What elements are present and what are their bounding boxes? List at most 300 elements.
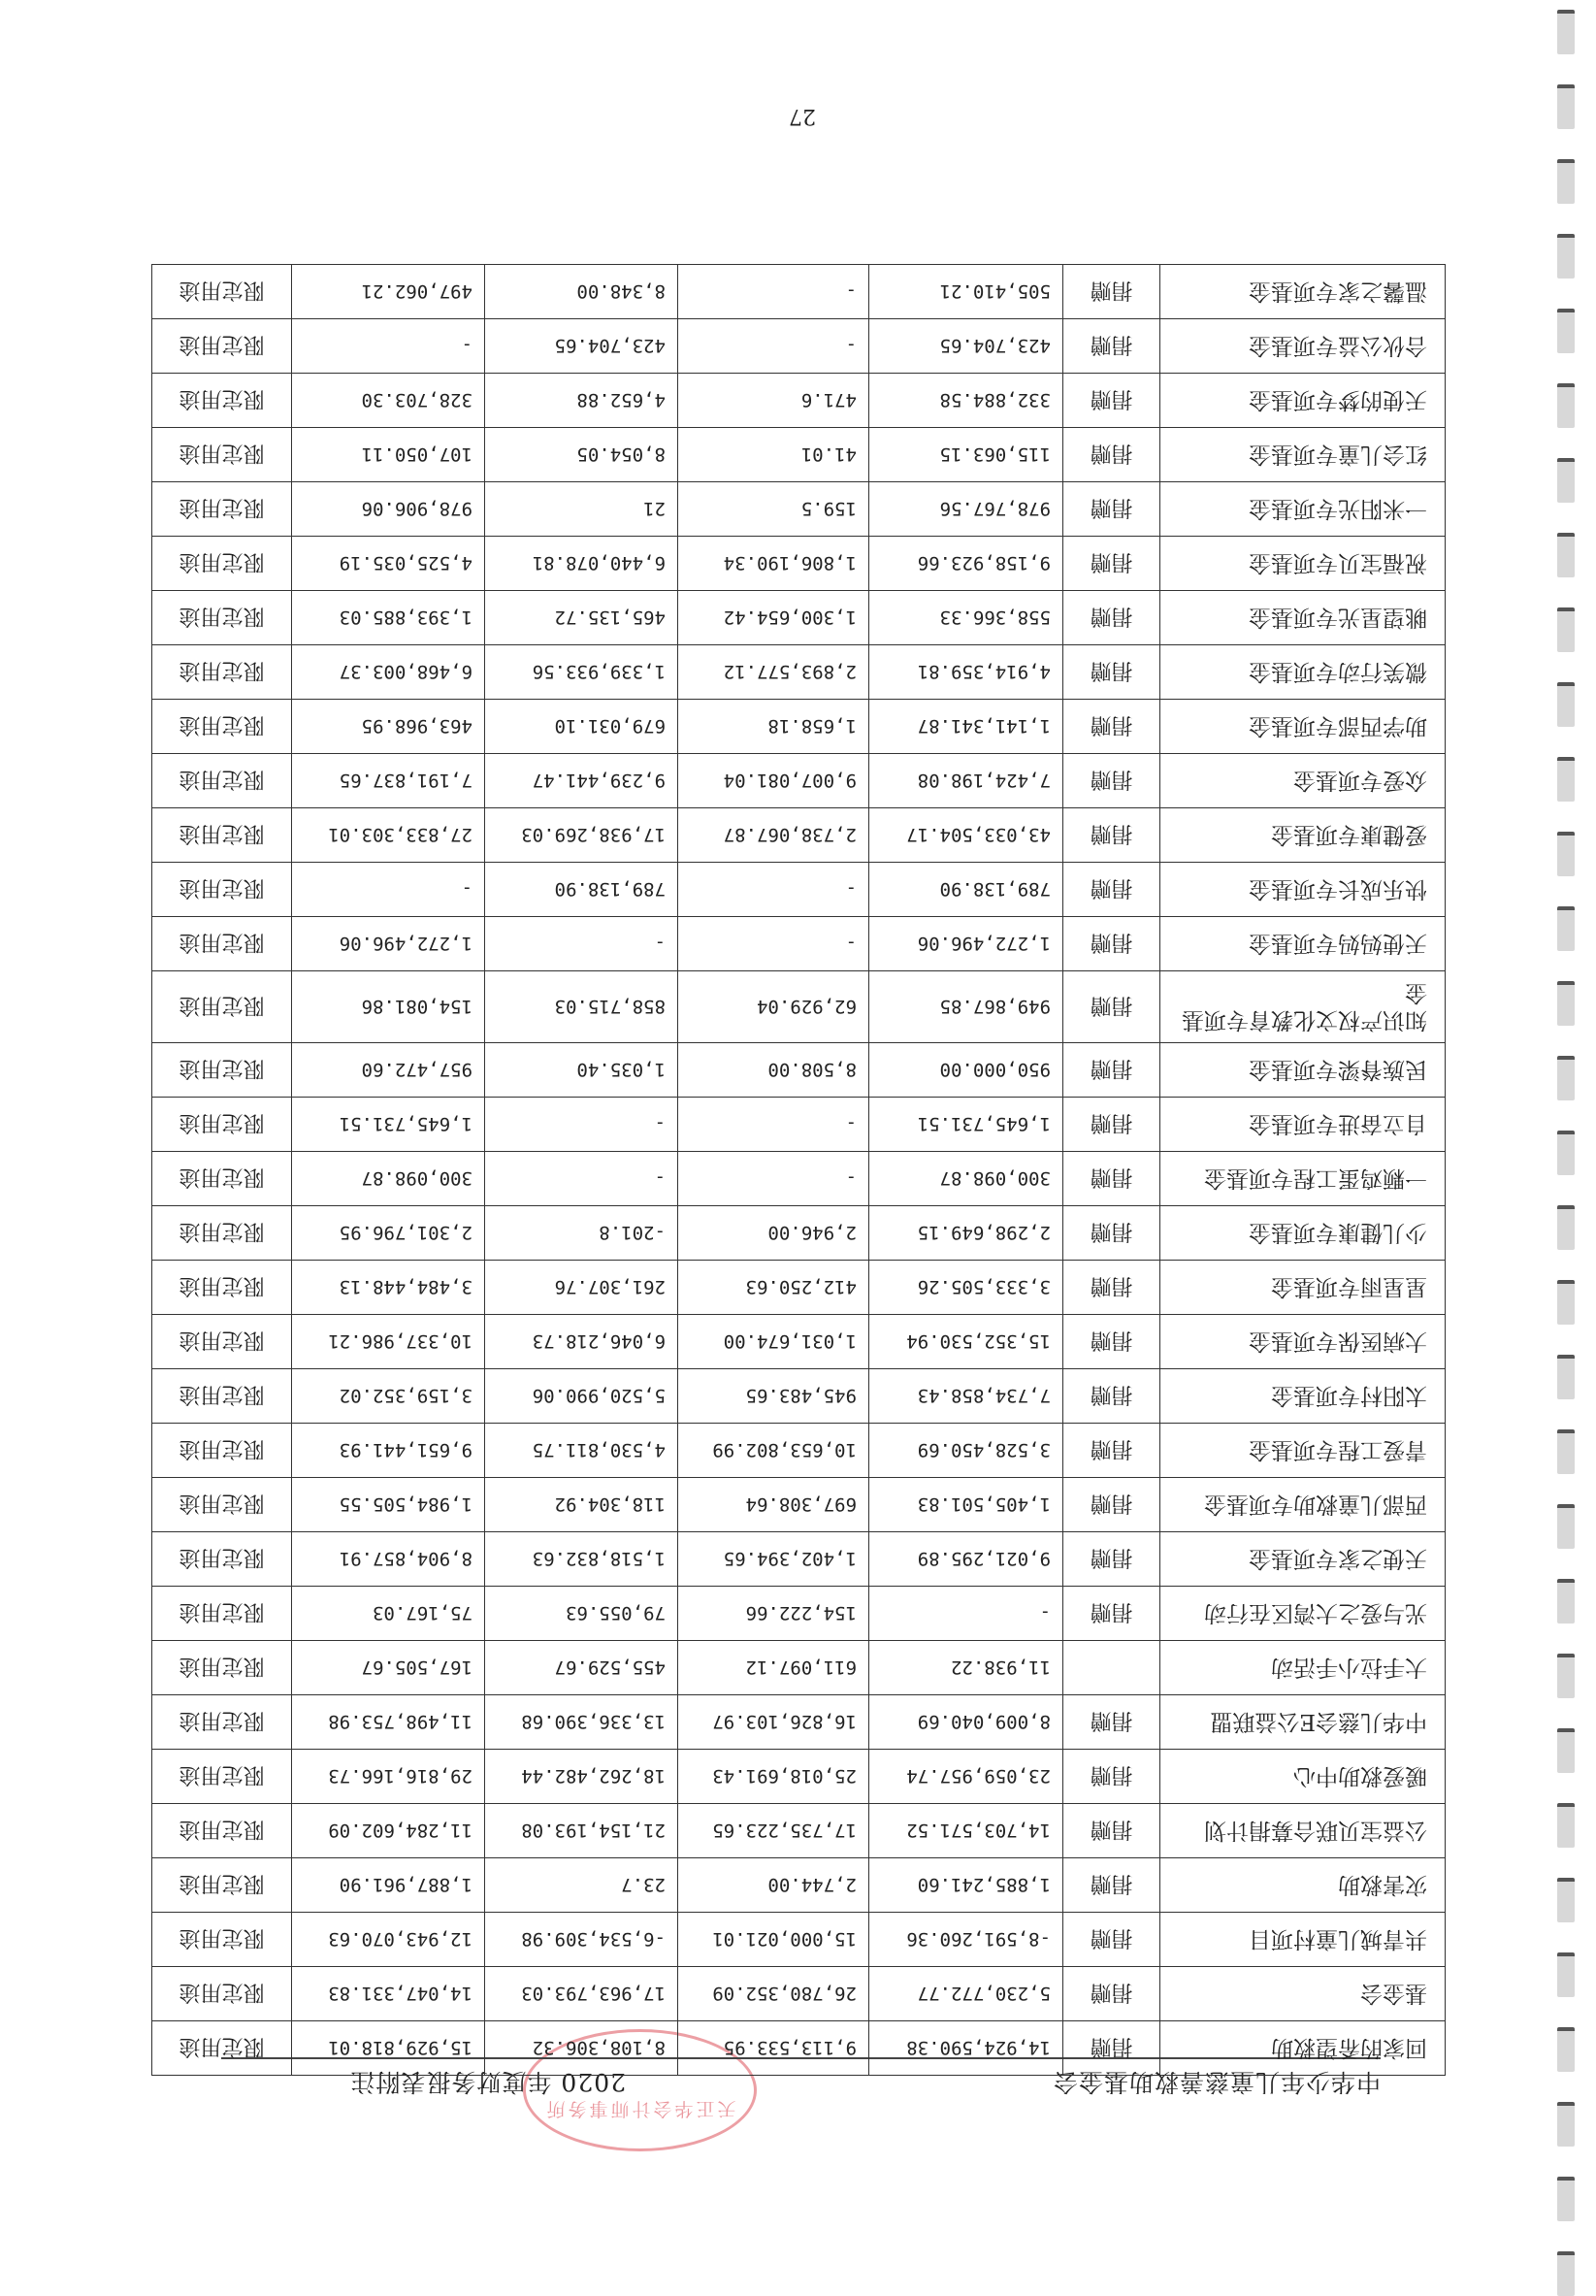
ending-balance-cell: 4,525,035.19 — [292, 537, 485, 591]
fund-type-cell: 捐赠 — [1063, 808, 1160, 863]
usage-cell: 限定用途 — [152, 1206, 292, 1261]
table-row — [152, 1043, 1446, 1098]
beginning-balance-cell: 5,230,772.77 — [869, 1967, 1063, 2021]
ending-balance-cell: 2,301,796.95 — [292, 1206, 485, 1261]
fund-name-cell: 一米阳光专项基金 — [1160, 482, 1446, 537]
binder-hole — [1557, 682, 1575, 727]
decrease-cell: 21,154,193.08 — [485, 1804, 678, 1858]
binder-hole — [1557, 832, 1575, 876]
fund-type-cell: 捐赠 — [1063, 1152, 1160, 1206]
increase-cell: 611,097.12 — [678, 1641, 869, 1695]
table-row — [152, 1750, 1446, 1804]
decrease-cell: 18,262,482.44 — [485, 1750, 678, 1804]
ending-balance-cell: 6,468,003.37 — [292, 645, 485, 700]
decrease-cell: 858,715.03 — [485, 971, 678, 1043]
fund-name-cell: 爱健康专项基金 — [1160, 808, 1446, 863]
fund-type-cell: 捐赠 — [1063, 754, 1160, 808]
usage-cell: 限定用途 — [152, 2021, 292, 2076]
fund-name-cell: 民族脊梁专项基金 — [1160, 1043, 1446, 1098]
fund-type-cell: 捐赠 — [1063, 1206, 1160, 1261]
ending-balance-cell: 12,943,070.63 — [292, 1913, 485, 1967]
usage-cell: 限定用途 — [152, 1261, 292, 1315]
usage-cell: 限定用途 — [152, 1858, 292, 1913]
decrease-cell: 8,108,306.32 — [485, 2021, 678, 2076]
increase-cell: - — [678, 1098, 869, 1152]
ending-balance-cell: 1,272,496.06 — [292, 917, 485, 971]
decrease-cell: 9,239,441.47 — [485, 754, 678, 808]
usage-cell: 限定用途 — [152, 1641, 292, 1695]
fund-type-cell: 捐赠 — [1063, 1804, 1160, 1858]
decrease-cell: 789,138.90 — [485, 863, 678, 917]
usage-cell: 限定用途 — [152, 265, 292, 319]
increase-cell: 2,738,067.87 — [678, 808, 869, 863]
fund-type-cell: 捐赠 — [1063, 428, 1160, 482]
fund-name-cell: 众爱专项基金 — [1160, 754, 1446, 808]
decrease-cell: 118,304.92 — [485, 1478, 678, 1532]
increase-cell: 62,929.04 — [678, 971, 869, 1043]
increase-cell: 412,250.63 — [678, 1261, 869, 1315]
increase-cell: 41.01 — [678, 428, 869, 482]
increase-cell: 25,018,691.43 — [678, 1750, 869, 1804]
usage-cell: 限定用途 — [152, 917, 292, 971]
usage-cell: 限定用途 — [152, 319, 292, 374]
fund-name-cell: 暖爱救助中心 — [1160, 1750, 1446, 1804]
binder-hole — [1557, 234, 1575, 279]
ending-balance-cell: 957,472.60 — [292, 1043, 485, 1098]
ending-balance-cell: 75,167.03 — [292, 1587, 485, 1641]
fund-name-cell: 大病医保专项基金 — [1160, 1315, 1446, 1369]
fund-type-cell: 捐赠 — [1063, 1913, 1160, 1967]
fund-name-cell: 祝福宝贝专项基金 — [1160, 537, 1446, 591]
fund-name-cell: 快乐成长专项基金 — [1160, 863, 1446, 917]
decrease-cell: 465,135.72 — [485, 591, 678, 645]
fund-name-cell: 温馨之家专项基金 — [1160, 265, 1446, 319]
ending-balance-cell: 3,484,448.13 — [292, 1261, 485, 1315]
ending-balance-cell: 14,047,331.83 — [292, 1967, 485, 2021]
table-row — [152, 537, 1446, 591]
table-row — [152, 1967, 1446, 2021]
binder-hole — [1557, 2177, 1575, 2221]
fund-type-cell: 捐赠 — [1063, 1750, 1160, 1804]
table-row — [152, 971, 1446, 1043]
binder-hole — [1557, 1504, 1575, 1549]
table-row — [152, 1206, 1446, 1261]
beginning-balance-cell: 23,059,957.74 — [869, 1750, 1063, 1804]
beginning-balance-cell: 1,885,241.60 — [869, 1858, 1063, 1913]
binder-hole — [1557, 10, 1575, 54]
table-body — [152, 265, 1446, 2076]
fund-type-cell: 捐赠 — [1063, 1967, 1160, 2021]
table-row — [152, 1152, 1446, 1206]
increase-cell: - — [678, 1152, 869, 1206]
increase-cell: 26,780,352.09 — [678, 1967, 869, 2021]
fund-type-cell: 捐赠 — [1063, 971, 1160, 1043]
usage-cell: 限定用途 — [152, 374, 292, 428]
usage-cell: 限定用途 — [152, 971, 292, 1043]
decrease-cell: - — [485, 1152, 678, 1206]
binder-hole — [1557, 1429, 1575, 1474]
decrease-cell: 8,348.00 — [485, 265, 678, 319]
beginning-balance-cell: 1,645,731.51 — [869, 1098, 1063, 1152]
ending-balance-cell: 978,906.06 — [292, 482, 485, 537]
fund-type-cell: 捐赠 — [1063, 1587, 1160, 1641]
fund-type-cell: 捐赠 — [1063, 1478, 1160, 1532]
beginning-balance-cell: 300,098.87 — [869, 1152, 1063, 1206]
ending-balance-cell: 1,393,885.03 — [292, 591, 485, 645]
fund-type-cell: 捐赠 — [1063, 1695, 1160, 1750]
beginning-balance-cell: 4,914,359.81 — [869, 645, 1063, 700]
increase-cell: 159.5 — [678, 482, 869, 537]
usage-cell: 限定用途 — [152, 645, 292, 700]
increase-cell: 697,308.64 — [678, 1478, 869, 1532]
fund-type-cell: 捐赠 — [1063, 645, 1160, 700]
table-row — [152, 1913, 1446, 1967]
ending-balance-cell: 8,904,857.91 — [292, 1532, 485, 1587]
beginning-balance-cell: 15,352,530.94 — [869, 1315, 1063, 1369]
beginning-balance-cell: -8,591,260.36 — [869, 1913, 1063, 1967]
beginning-balance-cell: 950,000.00 — [869, 1043, 1063, 1098]
fund-name-cell: 天使之家专项基金 — [1160, 1532, 1446, 1587]
decrease-cell: -6,534,309.98 — [485, 1913, 678, 1967]
binder-hole — [1557, 533, 1575, 577]
fund-type-cell: 捐赠 — [1063, 1098, 1160, 1152]
increase-cell: 1,300,654.42 — [678, 591, 869, 645]
binder-hole — [1557, 607, 1575, 652]
ending-balance-cell: - — [292, 863, 485, 917]
table-row — [152, 1804, 1446, 1858]
table-row — [152, 754, 1446, 808]
decrease-cell: - — [485, 917, 678, 971]
binder-hole — [1557, 1952, 1575, 1997]
beginning-balance-cell: - — [869, 1587, 1063, 1641]
fund-name-cell: 西部儿童救助专项基金 — [1160, 1478, 1446, 1532]
beginning-balance-cell: 115,063.15 — [869, 428, 1063, 482]
decrease-cell: 8,054.05 — [485, 428, 678, 482]
usage-cell: 限定用途 — [152, 1478, 292, 1532]
fund-name-cell: 回家的希望救助 — [1160, 2021, 1446, 2076]
fund-name-cell: 知识产权文化教育专项基金 — [1160, 971, 1446, 1043]
decrease-cell: 17,938,269.03 — [485, 808, 678, 863]
ending-balance-cell: 463,968.95 — [292, 700, 485, 754]
ending-balance-cell: 15,929,818.01 — [292, 2021, 485, 2076]
table-row — [152, 1369, 1446, 1424]
table-row — [152, 265, 1446, 319]
increase-cell: 8,508.00 — [678, 1043, 869, 1098]
decrease-cell: 4,652.88 — [485, 374, 678, 428]
binder-hole — [1557, 1728, 1575, 1773]
beginning-balance-cell: 3,333,505.26 — [869, 1261, 1063, 1315]
binder-hole — [1557, 906, 1575, 951]
increase-cell: 1,402,394.65 — [678, 1532, 869, 1587]
decrease-cell: 6,046,218.73 — [485, 1315, 678, 1369]
fund-name-cell: 天使妈妈专项基金 — [1160, 917, 1446, 971]
decrease-cell: 5,520,990.06 — [485, 1369, 678, 1424]
fund-type-cell: 捐赠 — [1063, 1424, 1160, 1478]
decrease-cell: 261,307.76 — [485, 1261, 678, 1315]
binder-hole — [1557, 309, 1575, 353]
increase-cell: 9,113,533.95 — [678, 2021, 869, 2076]
decrease-cell: 455,529.67 — [485, 1641, 678, 1695]
ending-balance-cell: 11,284,602.09 — [292, 1804, 485, 1858]
fund-type-cell: 捐赠 — [1063, 863, 1160, 917]
table-row — [152, 808, 1446, 863]
beginning-balance-cell: 1,141,341.87 — [869, 700, 1063, 754]
decrease-cell: 1,518,832.63 — [485, 1532, 678, 1587]
decrease-cell: 4,530,811.75 — [485, 1424, 678, 1478]
table-row — [152, 700, 1446, 754]
ending-balance-cell: 10,337,986.21 — [292, 1315, 485, 1369]
ending-balance-cell: 497,062.21 — [292, 265, 485, 319]
fund-type-cell: 捐赠 — [1063, 1369, 1160, 1424]
fund-type-cell: 捐赠 — [1063, 1261, 1160, 1315]
ending-balance-cell: 154,081.86 — [292, 971, 485, 1043]
usage-cell: 限定用途 — [152, 1098, 292, 1152]
fund-name-cell: 自立奋进专项基金 — [1160, 1098, 1446, 1152]
increase-cell: 9,007,081.04 — [678, 754, 869, 808]
fund-type-cell: 捐赠 — [1063, 1043, 1160, 1098]
beginning-balance-cell: 949,867.85 — [869, 971, 1063, 1043]
increase-cell: 945,483.65 — [678, 1369, 869, 1424]
increase-cell: 15,000,021.01 — [678, 1913, 869, 1967]
ending-balance-cell: 167,505.67 — [292, 1641, 485, 1695]
fund-type-cell: 捐赠 — [1063, 591, 1160, 645]
fund-type-cell: 捐赠 — [1063, 1315, 1160, 1369]
fund-name-cell: 太阳村专项基金 — [1160, 1369, 1446, 1424]
usage-cell: 限定用途 — [152, 482, 292, 537]
organization-name: 中华少年儿童慈善救助基金会 — [1052, 2068, 1381, 2096]
ending-balance-cell: 27,833,303.01 — [292, 808, 485, 863]
increase-cell: - — [678, 863, 869, 917]
table-row — [152, 374, 1446, 428]
increase-cell: 2,946.00 — [678, 1206, 869, 1261]
fund-name-cell: 微笑行动专项基金 — [1160, 645, 1446, 700]
binder-hole — [1557, 1205, 1575, 1250]
usage-cell: 限定用途 — [152, 1695, 292, 1750]
ending-balance-cell: 300,098.87 — [292, 1152, 485, 1206]
table-row — [152, 1424, 1446, 1478]
fund-name-cell: 红会儿童专项基金 — [1160, 428, 1446, 482]
beginning-balance-cell: 9,021,295.89 — [869, 1532, 1063, 1587]
decrease-cell: 23.7 — [485, 1858, 678, 1913]
binder-hole — [1557, 1803, 1575, 1848]
usage-cell: 限定用途 — [152, 1532, 292, 1587]
binder-hole — [1557, 84, 1575, 129]
table-row — [152, 1478, 1446, 1532]
beginning-balance-cell: 558,366.33 — [869, 591, 1063, 645]
decrease-cell: 17,963,793.03 — [485, 1967, 678, 2021]
fund-type-cell: 捐赠 — [1063, 482, 1160, 537]
binder-hole — [1557, 383, 1575, 428]
fund-name-cell: 光与爱之大湾区在行动 — [1160, 1587, 1446, 1641]
table-row — [152, 1587, 1446, 1641]
usage-cell: 限定用途 — [152, 537, 292, 591]
usage-cell: 限定用途 — [152, 591, 292, 645]
fund-name-cell: 基金会 — [1160, 1967, 1446, 2021]
fund-type-cell: 捐赠 — [1063, 917, 1160, 971]
fund-name-cell: 共青城儿童村项目 — [1160, 1913, 1446, 1967]
increase-cell: 1,806,190.34 — [678, 537, 869, 591]
table-row — [152, 428, 1446, 482]
ending-balance-cell: 107,050.11 — [292, 428, 485, 482]
binder-hole — [1557, 1579, 1575, 1624]
fund-name-cell: 天使的梦专项基金 — [1160, 374, 1446, 428]
increase-cell: 2,744.00 — [678, 1858, 869, 1913]
fund-name-cell: 助学西部专项基金 — [1160, 700, 1446, 754]
usage-cell: 限定用途 — [152, 1750, 292, 1804]
beginning-balance-cell: 978,767.56 — [869, 482, 1063, 537]
fund-type-cell: 捐赠 — [1063, 537, 1160, 591]
binder-hole — [1557, 757, 1575, 802]
table-row — [152, 591, 1446, 645]
binder-hole — [1557, 1280, 1575, 1325]
binder-hole — [1557, 2102, 1575, 2147]
usage-cell: 限定用途 — [152, 1587, 292, 1641]
beginning-balance-cell: 8,009,040.69 — [869, 1695, 1063, 1750]
table-row — [152, 1858, 1446, 1913]
beginning-balance-cell: 11,938.22 — [869, 1641, 1063, 1695]
ending-balance-cell: 3,159,352.02 — [292, 1369, 485, 1424]
decrease-cell: - — [485, 1098, 678, 1152]
usage-cell: 限定用途 — [152, 1369, 292, 1424]
beginning-balance-cell: 789,138.90 — [869, 863, 1063, 917]
decrease-cell: 1,035.40 — [485, 1043, 678, 1098]
fund-name-cell: 星星雨专项基金 — [1160, 1261, 1446, 1315]
table-row — [152, 1261, 1446, 1315]
beginning-balance-cell: 1,405,501.83 — [869, 1478, 1063, 1532]
fund-name-cell: 少儿健康专项基金 — [1160, 1206, 1446, 1261]
fund-type-cell: 捐赠 — [1063, 700, 1160, 754]
fund-name-cell: 中华儿慈会E公益联盟 — [1160, 1695, 1446, 1750]
table-row — [152, 1098, 1446, 1152]
usage-cell: 限定用途 — [152, 1913, 292, 1967]
increase-cell: 10,653,802.99 — [678, 1424, 869, 1478]
table-row — [152, 917, 1446, 971]
increase-cell: 2,893,577.12 — [678, 645, 869, 700]
increase-cell: 1,658.18 — [678, 700, 869, 754]
usage-cell: 限定用途 — [152, 1315, 292, 1369]
ending-balance-cell: 1,645,731.51 — [292, 1098, 485, 1152]
increase-cell: 16,826,103.97 — [678, 1695, 869, 1750]
usage-cell: 限定用途 — [152, 808, 292, 863]
ending-balance-cell: 1,887,961.90 — [292, 1858, 485, 1913]
increase-cell: - — [678, 319, 869, 374]
ending-balance-cell: - — [292, 319, 485, 374]
table-row — [152, 1695, 1446, 1750]
fund-name-cell: 眺望星光专项基金 — [1160, 591, 1446, 645]
report-title: 2020 年度财务报表附注 — [349, 2068, 626, 2096]
beginning-balance-cell: 505,410.21 — [869, 265, 1063, 319]
usage-cell: 限定用途 — [152, 700, 292, 754]
increase-cell: - — [678, 917, 869, 971]
fund-type-cell: 捐赠 — [1063, 1858, 1160, 1913]
table-row — [152, 1641, 1446, 1695]
decrease-cell: 21 — [485, 482, 678, 537]
decrease-cell: 1,339,933.56 — [485, 645, 678, 700]
binder-hole — [1557, 1878, 1575, 1922]
usage-cell: 限定用途 — [152, 754, 292, 808]
ending-balance-cell: 29,816,166.73 — [292, 1750, 485, 1804]
beginning-balance-cell: 332,884.58 — [869, 374, 1063, 428]
binder-hole — [1557, 1654, 1575, 1698]
table-row — [152, 319, 1446, 374]
decrease-cell: 79,055.63 — [485, 1587, 678, 1641]
fund-type-cell: 捐赠 — [1063, 319, 1160, 374]
increase-cell: 1,031,674.00 — [678, 1315, 869, 1369]
usage-cell: 限定用途 — [152, 428, 292, 482]
usage-cell: 限定用途 — [152, 1804, 292, 1858]
fund-type-cell — [1063, 1641, 1160, 1695]
fund-name-cell: 灾害救助 — [1160, 1858, 1446, 1913]
fund-name-cell: 一颗鸡蛋工程专项基金 — [1160, 1152, 1446, 1206]
table-row — [152, 482, 1446, 537]
fund-type-cell: 捐赠 — [1063, 1532, 1160, 1587]
fund-name-cell: 公益宝贝联合募捐计划 — [1160, 1804, 1446, 1858]
beginning-balance-cell: 3,528,450.69 — [869, 1424, 1063, 1478]
page-number: 27 — [789, 104, 816, 128]
decrease-cell: 6,440,078.81 — [485, 537, 678, 591]
usage-cell: 限定用途 — [152, 1967, 292, 2021]
table-row — [152, 1532, 1446, 1587]
fund-type-cell: 捐赠 — [1063, 374, 1160, 428]
decrease-cell: 679,031.10 — [485, 700, 678, 754]
binder-hole — [1557, 1131, 1575, 1175]
ending-balance-cell: 328,703.30 — [292, 374, 485, 428]
binder-hole — [1557, 981, 1575, 1026]
binder-holes — [1557, 0, 1596, 2268]
beginning-balance-cell: 7,424,198.08 — [869, 754, 1063, 808]
stamp-text: 天正华会计师事务所 — [543, 2098, 736, 2119]
beginning-balance-cell: 14,924,590.38 — [869, 2021, 1063, 2076]
binder-hole — [1557, 159, 1575, 204]
binder-hole — [1557, 458, 1575, 503]
decrease-cell: 13,336,390.68 — [485, 1695, 678, 1750]
decrease-cell: -201.8 — [485, 1206, 678, 1261]
beginning-balance-cell: 423,704.65 — [869, 319, 1063, 374]
ending-balance-cell: 11,498,753.98 — [292, 1695, 485, 1750]
fund-name-cell: 大手拉小手活动 — [1160, 1641, 1446, 1695]
increase-cell: 17,735,223.65 — [678, 1804, 869, 1858]
table-row — [152, 863, 1446, 917]
table-row — [152, 2021, 1446, 2076]
usage-cell: 限定用途 — [152, 863, 292, 917]
binder-hole — [1557, 1355, 1575, 1399]
beginning-balance-cell: 2,298,649.15 — [869, 1206, 1063, 1261]
beginning-balance-cell: 14,703,571.52 — [869, 1804, 1063, 1858]
table-row — [152, 645, 1446, 700]
beginning-balance-cell: 9,158,923.66 — [869, 537, 1063, 591]
beginning-balance-cell: 7,734,858.43 — [869, 1369, 1063, 1424]
fund-type-cell: 捐赠 — [1063, 2021, 1160, 2076]
increase-cell: - — [678, 265, 869, 319]
decrease-cell: 423,704.65 — [485, 319, 678, 374]
fund-name-cell: 合伙公益专项基金 — [1160, 319, 1446, 374]
fund-name-cell: 青爱工程专项基金 — [1160, 1424, 1446, 1478]
increase-cell: 471.6 — [678, 374, 869, 428]
usage-cell: 限定用途 — [152, 1152, 292, 1206]
ending-balance-cell: 1,984,505.55 — [292, 1478, 485, 1532]
usage-cell: 限定用途 — [152, 1424, 292, 1478]
restricted-funds-table — [151, 264, 1446, 2076]
ending-balance-cell: 9,651,441.93 — [292, 1424, 485, 1478]
binder-hole — [1557, 2027, 1575, 2072]
increase-cell: 154,222.66 — [678, 1587, 869, 1641]
fund-type-cell: 捐赠 — [1063, 265, 1160, 319]
binder-hole — [1557, 1056, 1575, 1100]
ending-balance-cell: 7,191,837.65 — [292, 754, 485, 808]
beginning-balance-cell: 43,033,504.17 — [869, 808, 1063, 863]
table-row — [152, 1315, 1446, 1369]
beginning-balance-cell: 1,272,496.06 — [869, 917, 1063, 971]
